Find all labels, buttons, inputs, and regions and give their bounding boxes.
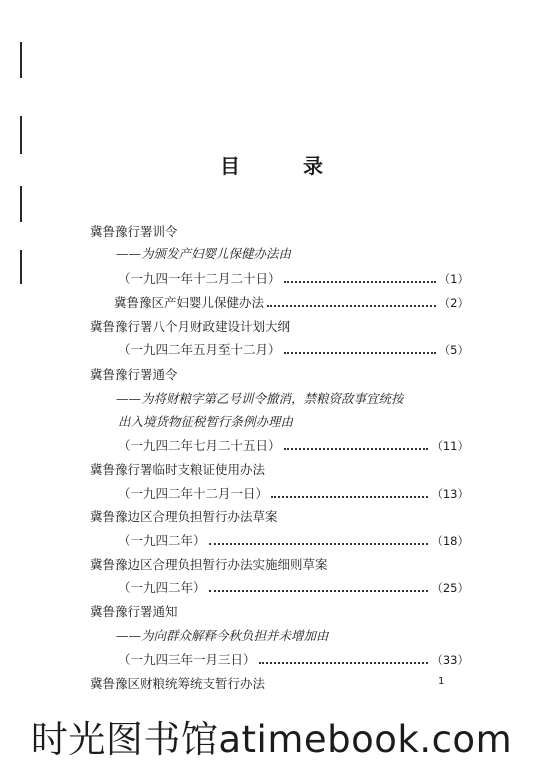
toc-entry-text: 冀鲁豫边区合理负担暂行办法草案 <box>90 509 278 524</box>
toc-entry-text: 冀鲁豫区产妇婴儿保健办法 <box>114 295 265 310</box>
toc-entry <box>116 244 291 264</box>
page-number: 1 <box>438 676 445 687</box>
toc-entry <box>118 340 469 360</box>
margin-line-4 <box>20 250 22 284</box>
toc-entry <box>114 293 469 313</box>
toc-entry-text: （一九四三年一月三日） <box>118 652 256 667</box>
toc-entry-text: （一九四二年） <box>118 580 206 595</box>
toc-entry-text: （一九四一年十二月二十日） <box>118 271 281 286</box>
toc-entry-text: ——为向群众解释今秋负担并未增加由 <box>116 628 329 643</box>
toc-entry-text: 冀鲁豫行署八个月财政建设计划大纲 <box>90 319 291 334</box>
dot-leader <box>209 543 429 545</box>
toc-entry-text: 冀鲁豫行署通知 <box>90 604 178 619</box>
dot-leader <box>284 281 436 283</box>
watermark-banner: 时光图书馆atimebook.com <box>0 712 543 768</box>
toc-page-number: （18） <box>431 534 469 548</box>
toc-entry <box>118 650 469 670</box>
toc-entry <box>90 507 278 527</box>
dot-leader <box>267 305 436 307</box>
toc-entry <box>116 626 329 646</box>
toc-entry-text: 冀鲁豫行署训令 <box>90 224 178 239</box>
toc-entry <box>118 484 469 504</box>
dot-leader <box>209 590 429 592</box>
toc-page-number: （5） <box>438 343 469 357</box>
page-title: 目 录 <box>220 154 351 178</box>
toc-page-number: （11） <box>431 439 469 453</box>
toc-entry-text: （一九四二年五月至十二月） <box>118 342 281 357</box>
toc-entry-text: 出入境货物征税暂行条例办理由 <box>118 414 294 429</box>
toc-entry <box>118 436 469 456</box>
toc-entry-text: ——为颁发产妇婴儿保健办法由 <box>116 246 292 261</box>
toc-entry-text: 冀鲁豫行署通令 <box>90 367 178 382</box>
toc-page-number: （25） <box>431 581 469 595</box>
margin-line-3 <box>20 186 22 222</box>
toc-entry-text: （一九四二年七月二十五日） <box>118 438 281 453</box>
toc-page-number: （33） <box>431 653 469 667</box>
toc-entry <box>90 222 178 242</box>
toc-entry-text: （一九四二年十二月一日） <box>118 486 269 501</box>
toc-entry <box>118 531 469 551</box>
toc-entry <box>90 317 290 337</box>
toc-entry <box>118 578 469 598</box>
dot-leader <box>284 352 436 354</box>
toc-entry <box>116 389 404 409</box>
dot-leader <box>259 662 429 664</box>
toc-entry-text: （一九四二年） <box>118 533 206 548</box>
toc-entry <box>90 460 265 480</box>
margin-line-1 <box>20 42 22 78</box>
dot-leader <box>271 496 428 498</box>
toc-entry-text: 冀鲁豫区财粮统筹统支暂行办法 <box>90 676 266 691</box>
toc-entry <box>90 365 178 385</box>
toc-page-number: （13） <box>431 487 469 501</box>
toc-entry <box>118 269 469 289</box>
toc-entry-text: 冀鲁豫边区合理负担暂行办法实施细则草案 <box>90 557 328 572</box>
toc-entry <box>90 674 265 694</box>
margin-line-2 <box>20 116 22 154</box>
toc-entry <box>118 412 293 432</box>
toc-page-number: （2） <box>438 296 469 310</box>
toc-entry-text: ——为将财粮字第乙号训令撤消，禁粮资敌事宜统按 <box>116 391 404 406</box>
toc-entry <box>90 555 328 575</box>
dot-leader <box>284 448 429 450</box>
toc-entry <box>90 602 178 622</box>
toc-page-number: （1） <box>438 272 469 286</box>
toc-entry-text: 冀鲁豫行署临时支粮证使用办法 <box>90 462 266 477</box>
